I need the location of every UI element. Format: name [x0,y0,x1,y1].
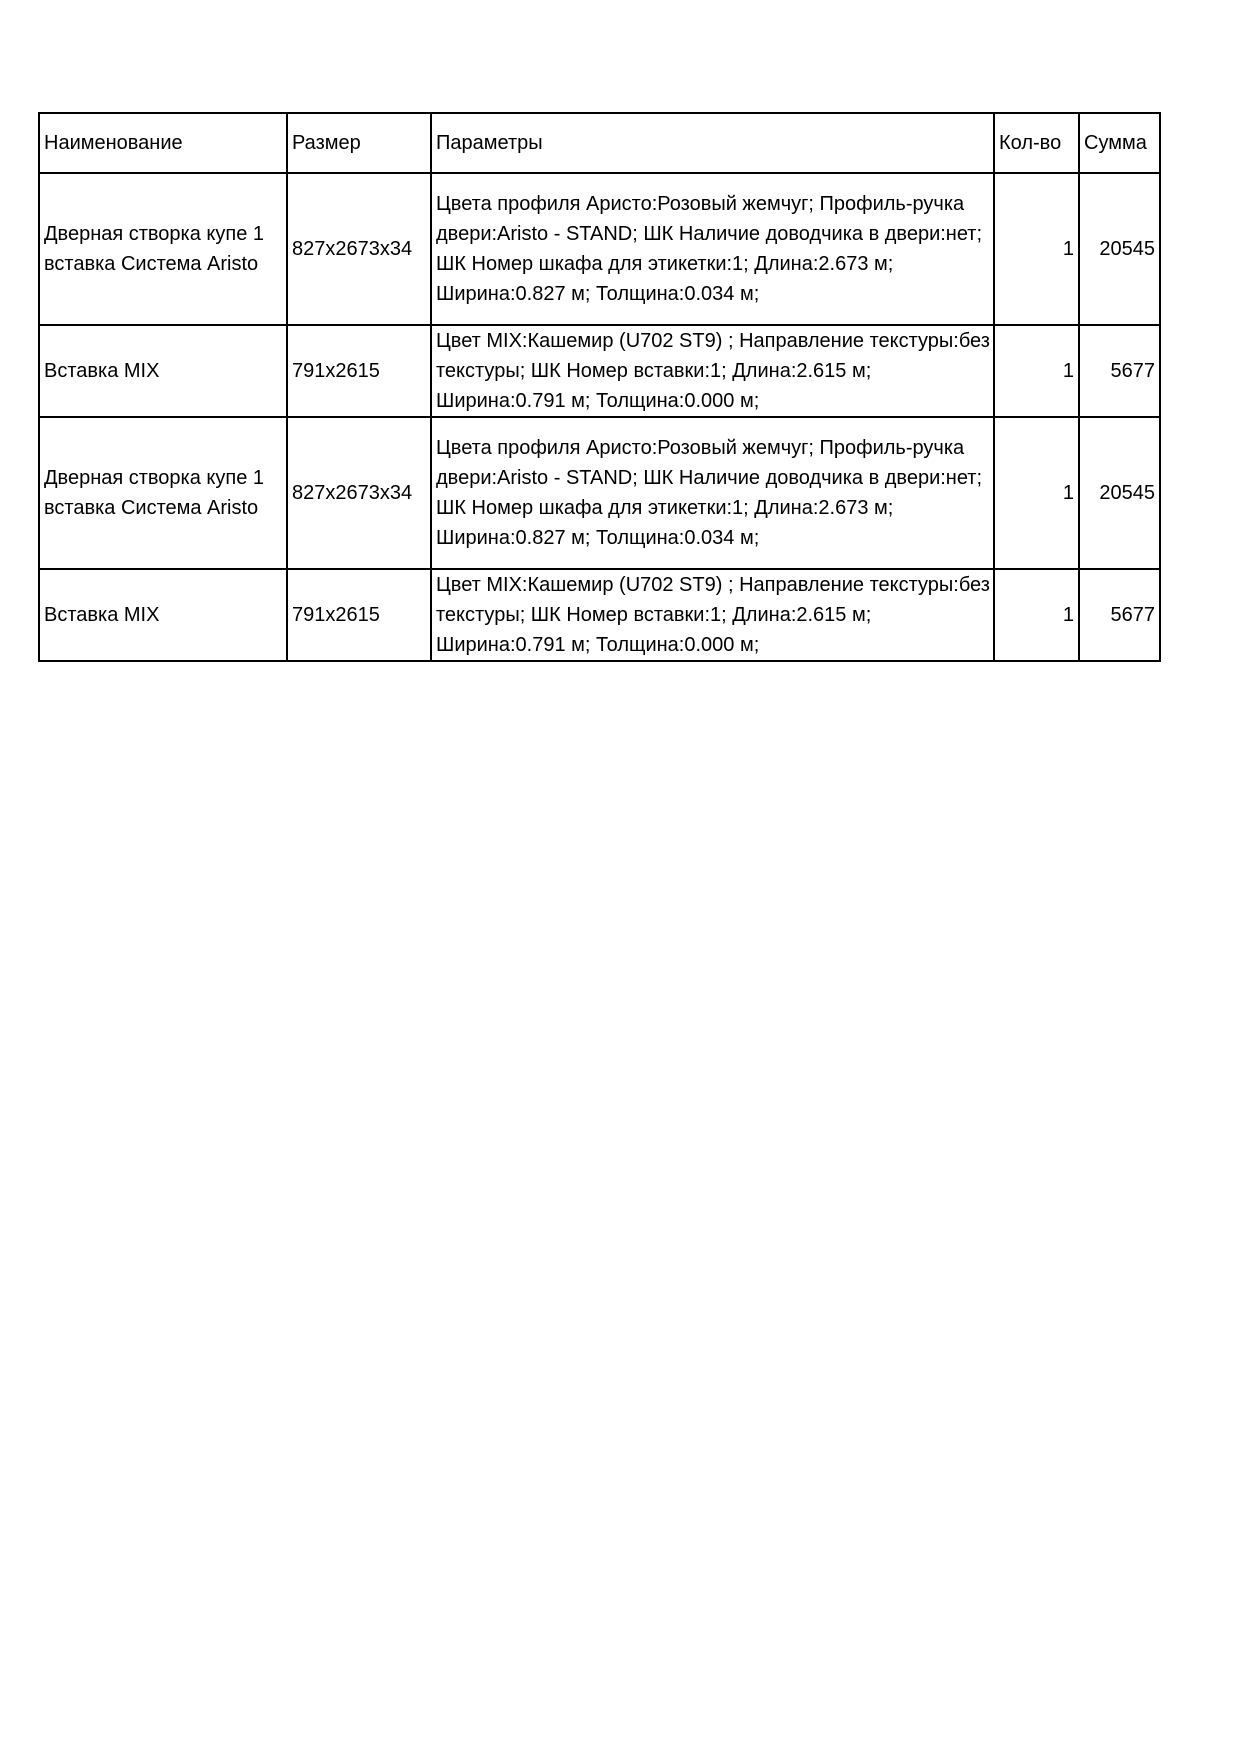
table-row [39,417,1160,569]
table-body [39,173,1160,661]
cell-sum: 20545 [1079,173,1160,325]
table-row [39,569,1160,661]
header-params: Параметры [431,113,994,173]
cell-params: Цвет MIX:Кашемир (U702 ST9) ; Направление текстуры:без текстуры; ШК Номер вставки:1; Длина:2.615 м; Ширина:0.791 м; Толщина:0.000 м; [431,325,994,417]
cell-sum: 5677 [1079,325,1160,417]
cell-qty: 1 [994,173,1079,325]
cell-size: 827x2673x34 [287,417,431,569]
cell-params: Цвета профиля Аристо:Розовый жемчуг; Профиль-ручка двери:Aristo - STAND; ШК Наличие доводчика в двери:нет; ШК Номер шкафа для этикетки:1; Длина:2.673 м; Ширина:0.827 м; Толщина:0.034 м; [431,173,994,325]
table-row [39,325,1160,417]
header-name: Наименование [39,113,287,173]
cell-qty: 1 [994,417,1079,569]
header-qty: Кол-во [994,113,1079,173]
cell-name: Вставка MIX [39,325,287,417]
table-header [39,113,1160,173]
cell-name: Вставка MIX [39,569,287,661]
cell-size: 827x2673x34 [287,173,431,325]
cell-qty: 1 [994,569,1079,661]
cell-name: Дверная створка купе 1 вставка Система Aristo [39,173,287,325]
cell-qty: 1 [994,325,1079,417]
cell-size: 791x2615 [287,569,431,661]
cell-params: Цвет MIX:Кашемир (U702 ST9) ; Направление текстуры:без текстуры; ШК Номер вставки:1; Длина:2.615 м; Ширина:0.791 м; Толщина:0.000 м; [431,569,994,661]
header-row [39,113,1160,173]
cell-size: 791x2615 [287,325,431,417]
order-table [38,112,1161,662]
cell-sum: 20545 [1079,417,1160,569]
table-row [39,173,1160,325]
cell-params: Цвета профиля Аристо:Розовый жемчуг; Профиль-ручка двери:Aristo - STAND; ШК Наличие доводчика в двери:нет; ШК Номер шкафа для этикетки:1; Длина:2.673 м; Ширина:0.827 м; Толщина:0.034 м; [431,417,994,569]
header-sum: Сумма [1079,113,1160,173]
header-size: Размер [287,113,431,173]
cell-name: Дверная створка купе 1 вставка Система Aristo [39,417,287,569]
cell-sum: 5677 [1079,569,1160,661]
